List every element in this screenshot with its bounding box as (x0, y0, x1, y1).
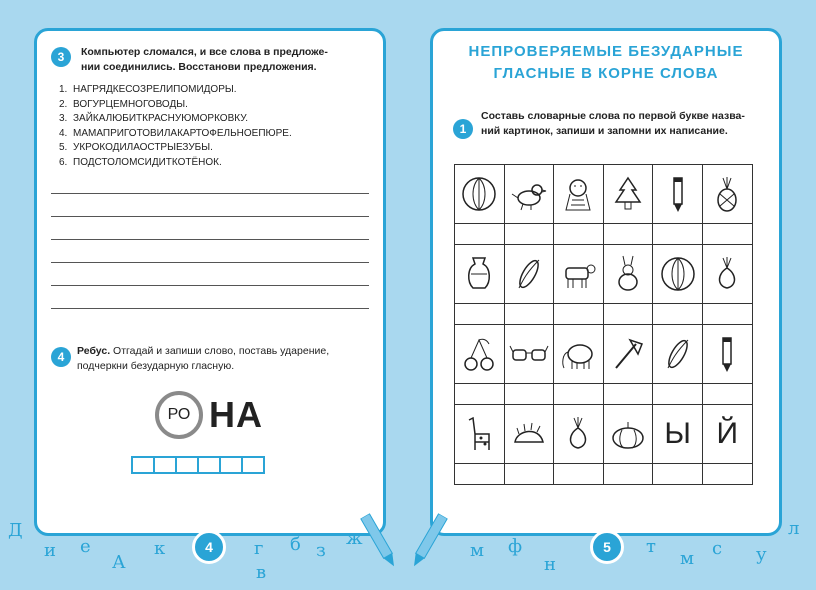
deco-letter: б (290, 534, 301, 555)
answer-cell[interactable] (603, 303, 654, 325)
pencil-icon (707, 334, 747, 374)
pumpkin-icon (608, 414, 648, 454)
answer-cell[interactable] (454, 383, 505, 405)
answer-box[interactable] (219, 456, 243, 474)
corn-icon (509, 254, 549, 294)
giraffe-icon (459, 414, 499, 454)
vase-icon (459, 254, 499, 294)
picture-cell (652, 324, 703, 384)
answer-cell[interactable] (553, 303, 604, 325)
answer-cell[interactable] (504, 303, 555, 325)
task-4-title: Ребус. (77, 345, 111, 357)
answer-box[interactable] (241, 456, 265, 474)
picture-cell (603, 404, 654, 464)
deco-letter: г (254, 538, 264, 559)
picture-grid (455, 165, 759, 485)
picture-cell (454, 404, 505, 464)
deco-letter: с (712, 538, 723, 559)
picture-cell (702, 324, 753, 384)
picture-cell (454, 324, 505, 384)
deco-letter: к (154, 538, 166, 559)
answer-cell[interactable] (702, 223, 753, 245)
list-item: 6. ПОДСТОЛОМСИДИТКОТЁНОК. (59, 156, 222, 168)
task-1-text (481, 109, 745, 139)
answer-cell[interactable] (603, 463, 654, 485)
picture-cell (504, 164, 555, 224)
answer-box[interactable] (197, 456, 221, 474)
picture-cell (553, 404, 604, 464)
sentence-list (59, 83, 292, 170)
picture-cell (652, 164, 703, 224)
answer-cell[interactable] (454, 223, 505, 245)
picture-cell (504, 404, 555, 464)
answer-cell[interactable] (652, 463, 703, 485)
picture-cell (553, 164, 604, 224)
letter-cell-y: Ы (652, 404, 703, 464)
cherry-icon (459, 334, 499, 374)
deco-letter: м (470, 540, 485, 561)
picture-cell (553, 324, 604, 384)
writing-line[interactable] (51, 216, 369, 217)
answer-cell[interactable] (652, 303, 703, 325)
bird-icon (509, 174, 549, 214)
writing-line[interactable] (51, 308, 369, 309)
answer-box[interactable] (153, 456, 177, 474)
picture-cell (702, 244, 753, 304)
picture-cell (652, 244, 703, 304)
list-item: 1. НАГРЯДКЕСОЗРЕЛИПОМИДОРЫ. (59, 84, 237, 95)
writing-line[interactable] (51, 239, 369, 240)
answer-cell[interactable] (603, 223, 654, 245)
answer-cell[interactable] (553, 223, 604, 245)
picture-cell (702, 164, 753, 224)
writing-line[interactable] (51, 285, 369, 286)
page-number-right: 5 (590, 530, 624, 564)
tiger-icon (558, 174, 598, 214)
christmas-tree-icon (608, 174, 648, 214)
left-page (34, 28, 386, 536)
watermelon-icon (658, 254, 698, 294)
rabbit-icon (608, 254, 648, 294)
answer-cell[interactable] (652, 223, 703, 245)
picture-cell (553, 244, 604, 304)
task-3-line-2: нии соединились. Восстанови предложения. (81, 61, 317, 73)
list-item: 5. УКРОКОДИЛАОСТРЫЕЗУБЫ. (59, 142, 213, 153)
answer-cell[interactable] (553, 463, 604, 485)
picture-cell (504, 324, 555, 384)
deco-letter: е (80, 536, 91, 557)
deco-letter: Д (8, 520, 23, 541)
letter-cell-i: Й (702, 404, 753, 464)
page-number-left: 4 (192, 530, 226, 564)
deco-letter: т (646, 536, 656, 557)
page-title-line-1: НЕПРОВЕРЯЕМЫЕ БЕЗУДАРНЫЕ (468, 43, 744, 60)
corn-icon (658, 334, 698, 374)
task-4-line-2: подчеркни безударную гласную. (77, 360, 235, 372)
picture-cell (603, 244, 654, 304)
answer-cell[interactable] (553, 383, 604, 405)
writing-line[interactable] (51, 193, 369, 194)
task-3-line-1: Компьютер сломался, и все слова в предложе- (81, 46, 328, 58)
answer-boxes[interactable] (133, 456, 265, 474)
axe-icon (608, 334, 648, 374)
deco-letter: л (788, 518, 800, 539)
answer-cell[interactable] (504, 223, 555, 245)
deco-letter: н (544, 554, 556, 575)
answer-cell[interactable] (454, 303, 505, 325)
elephant-icon (558, 334, 598, 374)
glasses-icon (509, 334, 549, 374)
answer-cell[interactable] (603, 383, 654, 405)
watermelon-icon (459, 174, 499, 214)
list-item: 2. ВОГУРЦЕМНОГОВОДЫ. (59, 98, 188, 110)
task-4-number: 4 (51, 347, 71, 367)
answer-cell[interactable] (504, 463, 555, 485)
list-item: 3. ЗАЙКАЛЮБИТКРАСНУЮМОРКОВКУ. (59, 113, 248, 124)
answer-cell[interactable] (702, 383, 753, 405)
picture-cell (603, 324, 654, 384)
onion-icon (707, 254, 747, 294)
answer-cell[interactable] (702, 303, 753, 325)
picture-cell (504, 244, 555, 304)
deco-letter: А (112, 552, 126, 573)
hedgehog-icon (509, 414, 549, 454)
pineapple-icon (707, 174, 747, 214)
onion-icon (558, 414, 598, 454)
pencil-decoration-icon (406, 512, 450, 572)
deco-letter: м (680, 548, 695, 569)
pencil-icon (658, 174, 698, 214)
picture-cell (454, 164, 505, 224)
deco-letter: в (256, 562, 267, 583)
task-4-text (77, 344, 329, 374)
cow-icon (558, 254, 598, 294)
answer-cell[interactable] (504, 383, 555, 405)
deco-letter: з (316, 540, 326, 561)
answer-cell[interactable] (702, 463, 753, 485)
answer-box[interactable] (175, 456, 199, 474)
deco-letter: ж (346, 528, 363, 549)
list-item: 4. МАМАПРИГОТОВИЛАКАРТОФЕЛЬНОЕПЮРЕ. (59, 127, 292, 139)
rebus (155, 391, 263, 439)
answer-cell[interactable] (454, 463, 505, 485)
deco-letter: и (44, 540, 56, 561)
task-1-number: 1 (453, 119, 473, 139)
answer-cell[interactable] (652, 383, 703, 405)
writing-line[interactable] (51, 262, 369, 263)
picture-cell (603, 164, 654, 224)
deco-letter: у (756, 544, 767, 565)
right-page (430, 28, 782, 536)
task-1-line-1: Составь словарные слова по первой букве назва- (481, 110, 745, 122)
picture-cell (454, 244, 505, 304)
rebus-letters: НА (209, 394, 263, 435)
task-1-line-2: ний картинок, запиши и запомни их написание. (481, 125, 728, 137)
task-4-line-1: Отгадай и запиши слово, поставь ударение, (110, 345, 330, 357)
deco-letter: ф (508, 536, 523, 557)
rebus-circle: РО (155, 391, 203, 439)
page-title-line-2: ГЛАСНЫЕ В КОРНЕ СЛОВА (493, 65, 719, 82)
task-3-text (81, 45, 328, 75)
answer-box[interactable] (131, 456, 155, 474)
task-3-number: 3 (51, 47, 71, 67)
